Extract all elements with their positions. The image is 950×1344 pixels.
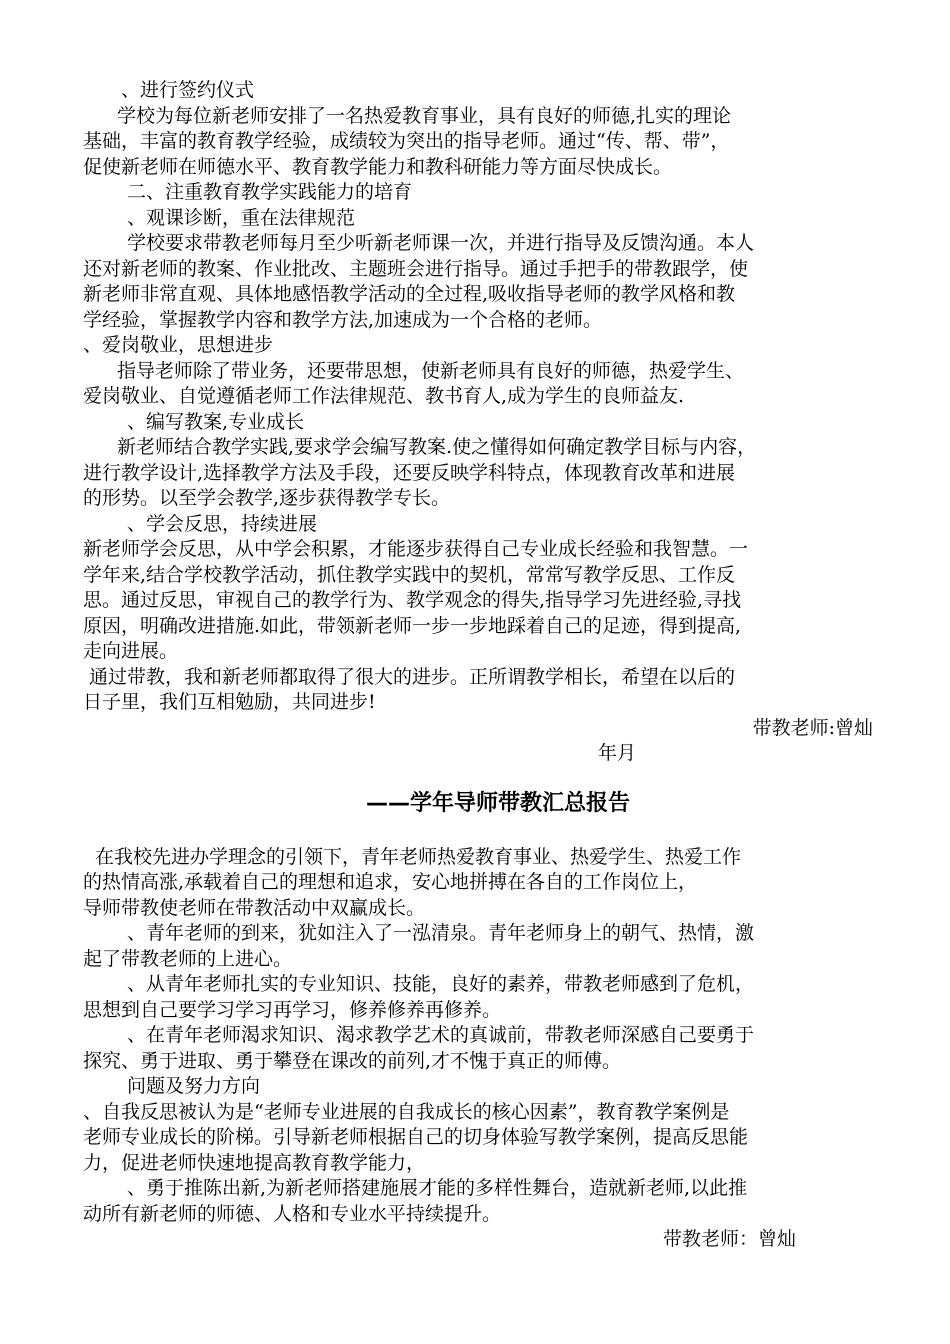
paragraph-line: 、青年老师的到来，犹如注入了一泓清泉。青年老师身上的朝气、热情，激 — [127, 922, 755, 944]
paragraph-line: 通过带教，我和新老师都取得了很大的进步。正所谓教学相长，希望在以后的 — [89, 665, 736, 688]
paragraph-line: 还对新老师的教案、作业批改、主题班会进行指导。通过手把手的带教跟学，使 — [83, 257, 749, 280]
paragraph-line: 、勇于推陈出新,为新老师搭建施展才能的多样性舞台，造就新老师,以此推 — [127, 1177, 748, 1199]
paragraph-line: 思想到自己要学习学习再学习，修养修养再修养。 — [83, 998, 502, 1021]
paragraph-line: 、在青年老师渴求知识、渴求教学艺术的真诚前，带教老师深感自己要勇于 — [127, 1024, 755, 1046]
paragraph-line: 动所有新老师的师德、人格和专业水平持续提升。 — [83, 1202, 502, 1225]
paragraph-line: 学经验，掌握教学内容和教学方法,加速成为一个合格的老师。 — [83, 308, 603, 331]
report-title: ——学年导师带教汇总报告 — [365, 790, 630, 816]
paragraph-line: 的形势。以至学会教学,逐步获得教学专长。 — [83, 487, 451, 509]
subheading-problems-direction: 问题及努力方向 — [127, 1075, 261, 1097]
subheading-dedication: 、爱岗敬业，思想进步 — [83, 334, 274, 356]
paragraph-line: 新老师学会反思，从中学会积累，才能逐步获得自己专业成长经验和我智慧。一 — [83, 538, 749, 560]
paragraph-line: 的热情高涨,承载着自己的理想和追求，安心地拼搏在各自的工作岗位上， — [83, 871, 698, 893]
paragraph-line: 走向进展。 — [83, 640, 179, 662]
paragraph-line: 日子里，我们互相勉励，共同进步! — [83, 691, 376, 713]
paragraph-line: 新老师非常直观、具体地感悟教学活动的全过程,吸收指导老师的教学风格和教 — [83, 283, 736, 305]
document-page — [83, 78, 883, 1253]
paragraph-line: 原因，明确改进措施.如此，带领新老师一步一步地踩着自己的足迹，得到提高, — [83, 614, 742, 637]
paragraph-line: 思。通过反思，审视自己的教学行为、教学观念的得失,指导学习先进经验,寻找 — [83, 589, 742, 611]
paragraph-line: 探究、勇于进取、勇于攀登在课改的前列,才不愧于真正的师傅。 — [83, 1049, 622, 1072]
paragraph-line: 进行教学设计,选择教学方法及手段，还要反映学科特点，体现教育改革和进展 — [83, 461, 736, 484]
paragraph-line: 在我校先进办学理念的引领下，青年老师热爱教育事业、热爱学生、热爱工作 — [95, 845, 742, 868]
paragraph-line: 、从青年老师扎实的专业知识、技能，良好的素养，带教老师感到了危机， — [127, 973, 755, 995]
paragraph-line: 新老师结合教学实践,要求学会编写教案.使之懂得如何确定教学目标与内容， — [117, 436, 757, 458]
paragraph-line: 、自我反思被认为是“老师专业进展的自我成长的核心因素”，教育教学案例是 — [83, 1100, 730, 1123]
paragraph-line: 老师专业成长的阶梯。引导新老师根据自己的切身体验写教学案例，提高反思能 — [83, 1126, 749, 1148]
subheading-reflection: 、学会反思，持续进展 — [127, 512, 318, 535]
paragraph-line: 基础，丰富的教育教学经验，成绩较为突出的指导老师。通过“传、帮、带”， — [83, 130, 730, 152]
subheading-lesson-plans: 、编写教案,专业成长 — [127, 410, 305, 433]
subheading-sign-ceremony: 、进行签约仪式 — [121, 79, 255, 101]
signature-line: 带教老师:曾灿 — [752, 716, 873, 739]
paragraph-line: 指导老师除了带业务，还要带思想，使新老师具有良好的师德，热爱学生、 — [117, 359, 745, 382]
paragraph-line: 导师带教使老师在带教活动中双赢成长。 — [83, 896, 426, 919]
paragraph-line: 力，促进老师快速地提高教育教学能力， — [83, 1151, 426, 1174]
signature-line-2: 带教老师：曾灿 — [663, 1228, 797, 1250]
date-line: 年月 — [598, 742, 637, 764]
paragraph-line: 学年来,结合学校教学活动，抓住教学实践中的契机，常常写教学反思、工作反 — [83, 563, 736, 586]
paragraph-line: 学校要求带教老师每月至少听新老师课一次，并进行指导及反馈沟通。本人 — [127, 232, 755, 254]
subheading-observe-class: 、观课诊断，重在法律规范 — [127, 206, 356, 229]
paragraph-line: 爱岗敬业、自觉遵循老师工作法律规范、教书育人,成为学生的良师益友. — [83, 385, 685, 407]
paragraph-line: 促使新老师在师德水平、教育教学能力和教科研能力等方面尽快成长。 — [83, 155, 673, 178]
paragraph-line: 学校为每位新老师安排了一名热爱教育事业，具有良好的师德,扎实的理论 — [117, 104, 732, 127]
section-heading-practice: 二、注重教育教学实践能力的培育 — [127, 181, 413, 203]
paragraph-line: 起了带教老师的上进心。 — [83, 947, 293, 970]
